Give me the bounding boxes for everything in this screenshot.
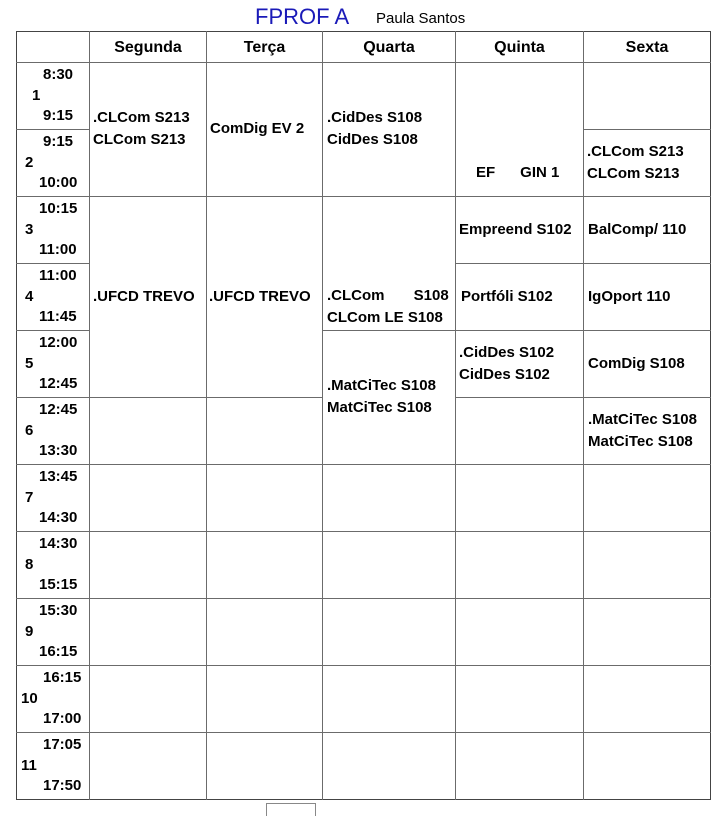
lesson-quarta-1[interactable]: .CidDes S108 CidDes S108 — [327, 109, 423, 148]
lesson-sexta-2[interactable]: .CLCom S213 CLCom S213 — [587, 143, 684, 182]
time-slot: 15:30 9 16:15 — [25, 602, 78, 660]
day-header-quinta: Quinta — [494, 39, 545, 56]
lesson-quarta-5[interactable]: .MatCiTec S108 MatCiTec S108 — [327, 377, 436, 416]
time-slot: 11:00 4 11:45 — [25, 267, 77, 325]
day-header-quarta: Quarta — [363, 39, 415, 56]
time-slot: 17:05 11 17:50 — [21, 736, 82, 794]
lesson-sexta-6[interactable]: .MatCiTec S108 MatCiTec S108 — [588, 411, 697, 450]
lesson-sexta-4[interactable]: IgOport 110 — [588, 288, 671, 305]
class-title: FPROF A — [255, 4, 350, 29]
teacher-name: Paula Santos — [376, 10, 466, 27]
time-slot: 16:15 10 17:00 — [21, 669, 82, 727]
time-slot: 10:15 3 11:00 — [25, 200, 78, 258]
time-slot: 14:30 8 15:15 — [25, 535, 78, 593]
lesson-sexta-5[interactable]: ComDig S108 — [588, 355, 685, 372]
lesson-quinta-5[interactable]: .CidDes S102 CidDes S102 — [459, 344, 555, 383]
day-header-sexta: Sexta — [625, 39, 669, 56]
lesson-segunda-1[interactable]: .CLCom S213 CLCom S213 — [93, 109, 190, 148]
time-slot: 12:45 6 13:30 — [25, 401, 78, 459]
lesson-quinta-4[interactable]: Portfóli S102 — [461, 288, 553, 305]
lesson-quinta-3[interactable]: Empreend S102 — [459, 221, 572, 238]
day-header-terca: Terça — [243, 39, 286, 56]
day-header-segunda: Segunda — [114, 39, 182, 56]
lesson-sexta-3[interactable]: BalComp/ 110 — [588, 221, 687, 238]
time-slot: 8:30 1 9:15 — [32, 66, 74, 124]
time-slot: 13:45 7 14:30 — [25, 468, 78, 526]
lesson-terca-1[interactable]: ComDig EV 2 — [210, 120, 305, 137]
time-slot: 9:15 2 10:00 — [25, 133, 78, 191]
lesson-quinta-1[interactable]: EF GIN 1 — [476, 164, 560, 181]
lesson-quarta-3[interactable]: .CLCom S108 CLCom LE S108 — [327, 287, 449, 326]
time-slot: 12:00 5 12:45 — [25, 334, 78, 392]
bottom-tab[interactable] — [266, 803, 316, 816]
lesson-segunda-3[interactable]: .UFCD TREVO — [93, 288, 195, 305]
lesson-terca-3[interactable]: .UFCD TREVO — [209, 288, 311, 305]
